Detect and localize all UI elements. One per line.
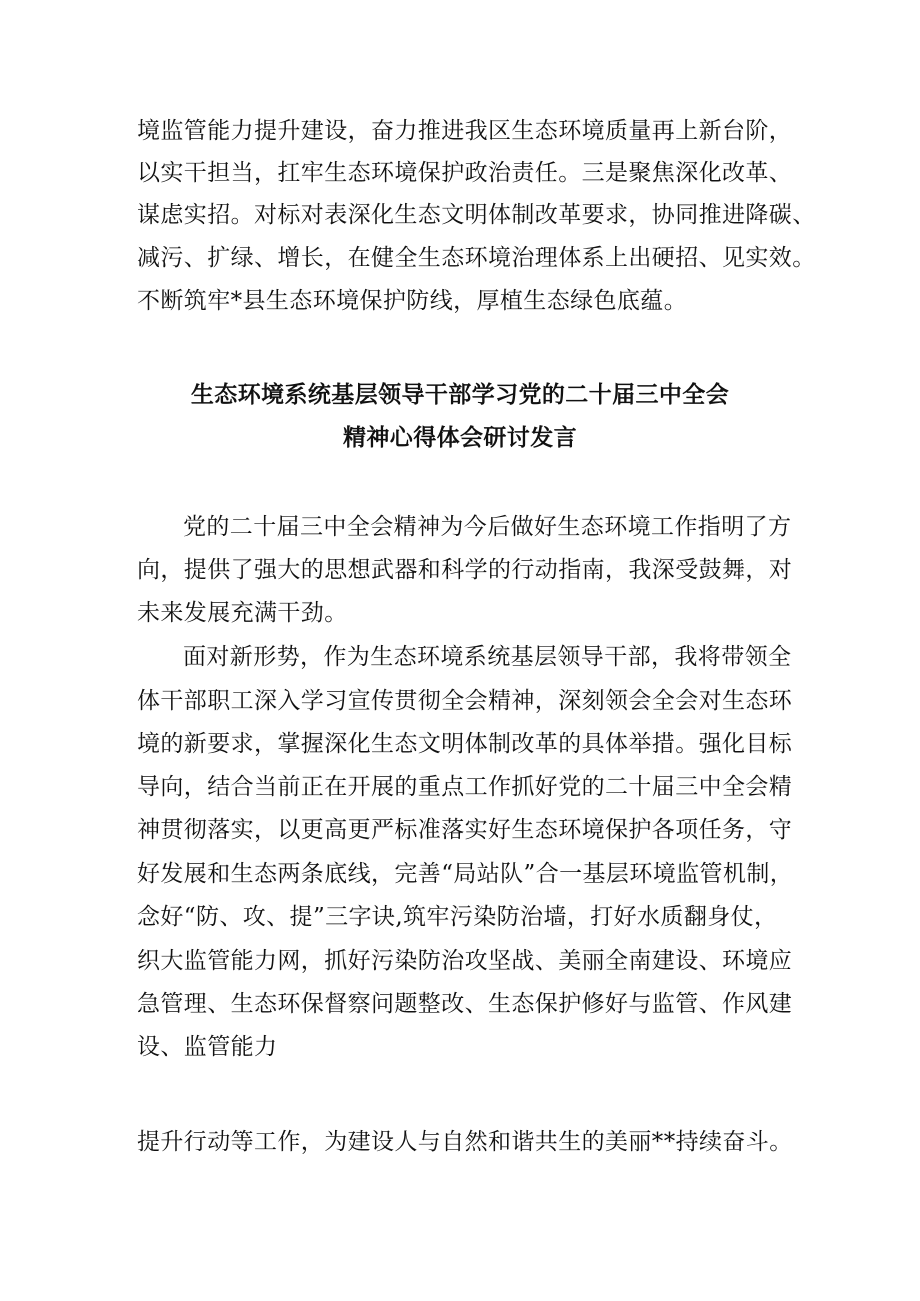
para2-line-7: 念好“防、攻、提”三字诀,筑牢污染防治墙，打好水质翻身仗， <box>137 904 778 930</box>
para2-line-1: 面对新形势，作为生态环境系统基层领导干部，我将带领全 <box>183 644 792 670</box>
intro-line-3: 谋虑实招。对标对表深化生态文明体制改革要求，协同推进降碳、 <box>137 202 816 228</box>
intro-line-2: 以实干担当，扛牢生态环境保护政治责任。三是聚焦深化改革、 <box>137 160 793 186</box>
para2-line-9: 急管理、生态环保督察问题整改、生态保护修好与监管、作风建 <box>137 991 793 1017</box>
para1-line-2: 向，提供了强大的思想武器和科学的行动指南，我深受鼓舞，对 <box>137 557 793 583</box>
article-title-line-2: 精神心得体会研讨发言 <box>343 424 577 451</box>
intro-line-1: 境监管能力提升建设，奋力推进我区生态环境质量再上新台阶， <box>137 118 793 144</box>
para1-line-1: 党的二十届三中全会精神为今后做好生态环境工作指明了方 <box>183 514 792 540</box>
para2-line-2: 体干部职工深入学习宣传贯彻全会精神，深刻领会全会对生态环 <box>137 688 793 714</box>
para2-line-3: 境的新要求，掌握深化生态文明体制改革的具体举措。强化目标 <box>137 731 793 757</box>
para1-line-3: 未来发展充满干劲。 <box>137 600 348 626</box>
para2-line-5: 神贯彻落实，以更高更严标准落实好生态环境保护各项任务，守 <box>137 817 793 843</box>
para2-line-10: 设、监管能力 <box>137 1034 278 1060</box>
para2-line-6: 好发展和生态两条底线，完善“局站队”合一基层环境监管机制， <box>137 861 794 887</box>
article-title-line-1: 生态环境系统基层领导干部学习党的二十届三中全会 <box>190 381 730 408</box>
para3-line-1: 提升行动等工作，为建设人与自然和谐共生的美丽**持续奋斗。 <box>137 1129 793 1155</box>
para2-line-8: 织大监管能力网，抓好污染防治攻坚战、美丽全南建设、环境应 <box>137 948 793 974</box>
para2-line-4: 导向，结合当前正在开展的重点工作抓好党的二十届三中全会精 <box>137 774 793 800</box>
intro-line-4: 减污、扩绿、增长，在健全生态环境治理体系上出硬招、见实效。 <box>137 245 816 271</box>
intro-line-5: 不断筑牢*县生态环境保护防线，厚植生态绿色底蕴。 <box>137 288 688 314</box>
